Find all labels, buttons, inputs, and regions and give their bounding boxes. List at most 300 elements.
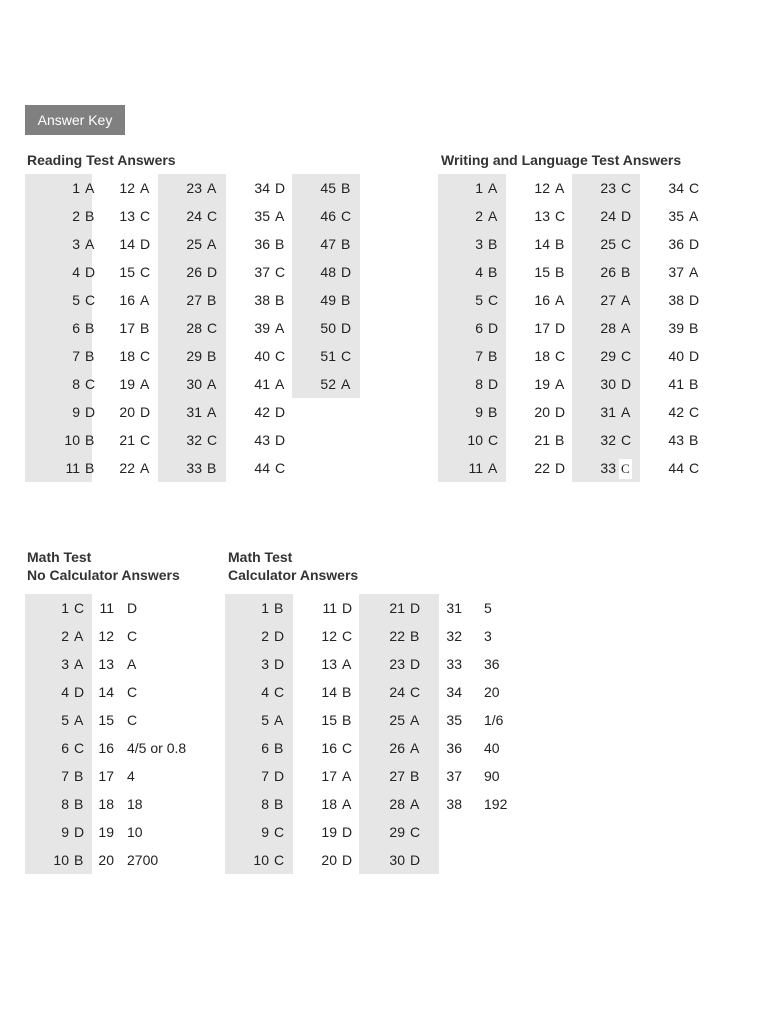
question-number: 31 — [186, 404, 202, 420]
answer-row — [439, 762, 529, 790]
answer-row — [225, 734, 293, 762]
answer-row — [359, 790, 439, 818]
answer-value: D — [342, 852, 353, 868]
answer-value: D — [410, 852, 421, 868]
answer-row — [226, 286, 292, 314]
answer-value: D — [689, 292, 700, 308]
answer-value: C — [85, 292, 96, 308]
math-no-calc-title-line2: No Calculator Answers — [27, 567, 180, 583]
answer-row — [572, 454, 640, 482]
answer-value: D — [689, 236, 700, 252]
math_calc-column-2 — [293, 594, 359, 874]
answer-value: B — [275, 236, 285, 252]
question-number: 1 — [475, 180, 483, 196]
answer-row — [359, 734, 439, 762]
answer-value: B — [689, 320, 699, 336]
question-number: 37 — [668, 264, 684, 280]
answer-value: A — [410, 740, 420, 756]
writing-column-1 — [438, 174, 506, 482]
math-calc-title — [228, 548, 358, 584]
question-number: 32 — [446, 628, 462, 644]
answer-row — [92, 286, 158, 314]
question-number: 19 — [98, 824, 114, 840]
answer-value: C — [74, 600, 85, 616]
answer-row — [438, 202, 506, 230]
question-number: 3 — [475, 236, 483, 252]
answer-value: 36 — [484, 656, 500, 672]
answer-row — [92, 762, 224, 790]
question-number: 1 — [261, 600, 269, 616]
question-number: 3 — [61, 656, 69, 672]
question-number: 19 — [534, 376, 550, 392]
answer-value: A — [207, 180, 217, 196]
answer-row — [25, 230, 95, 258]
question-number: 30 — [186, 376, 202, 392]
answer-row — [158, 258, 226, 286]
question-number: 24 — [600, 208, 616, 224]
question-number: 25 — [186, 236, 202, 252]
question-number: 23 — [389, 656, 405, 672]
answer-value: B — [85, 208, 95, 224]
answer-value: A — [341, 376, 351, 392]
math-calc-title-line2: Calculator Answers — [228, 567, 359, 583]
answer-row — [92, 678, 224, 706]
answer-value: C — [342, 740, 353, 756]
question-number: 34 — [668, 180, 684, 196]
question-number: 14 — [534, 236, 550, 252]
answer-row — [506, 454, 572, 482]
answer-row — [25, 790, 92, 818]
answer-row — [293, 678, 359, 706]
answer-row — [158, 370, 226, 398]
question-number: 8 — [61, 796, 69, 812]
answer-row — [572, 258, 640, 286]
answer-row — [438, 230, 506, 258]
question-number: 33 — [600, 460, 616, 476]
question-number: 7 — [72, 348, 80, 364]
answer-row — [293, 734, 359, 762]
question-number: 26 — [186, 264, 202, 280]
answer-row — [92, 594, 224, 622]
answer-value: 18 — [127, 796, 143, 812]
question-number: 24 — [186, 208, 202, 224]
question-number: 17 — [119, 320, 135, 336]
answer-value: C — [621, 348, 632, 364]
question-number: 4 — [61, 684, 69, 700]
answer-row — [292, 286, 360, 314]
answer-row — [25, 846, 92, 874]
question-number: 5 — [261, 712, 269, 728]
question-number: 17 — [534, 320, 550, 336]
answer-row — [225, 762, 293, 790]
question-number: 13 — [534, 208, 550, 224]
answer-row — [640, 174, 706, 202]
math-no-calc-title-line1: Math Test — [27, 549, 92, 565]
answer-row — [293, 846, 359, 874]
answer-row — [640, 342, 706, 370]
question-number: 15 — [321, 712, 337, 728]
reading-column-3 — [158, 174, 226, 482]
question-number: 2 — [61, 628, 69, 644]
question-number: 34 — [254, 180, 270, 196]
answer-row — [226, 202, 292, 230]
question-number: 12 — [119, 180, 135, 196]
question-number: 20 — [534, 404, 550, 420]
question-number: 7 — [61, 768, 69, 784]
answer-value: B — [207, 460, 217, 476]
answer-row — [92, 622, 224, 650]
answer-value: A — [127, 656, 137, 672]
answer-row — [226, 174, 292, 202]
answer-row — [572, 314, 640, 342]
question-number: 15 — [98, 712, 114, 728]
answer-value: B — [621, 264, 631, 280]
answer-row — [439, 678, 529, 706]
question-number: 43 — [254, 432, 270, 448]
answer-value: C — [207, 320, 218, 336]
answer-value: C — [127, 712, 138, 728]
answer-row — [158, 286, 226, 314]
answer-row — [293, 650, 359, 678]
answer-value: B — [410, 628, 420, 644]
answer-row — [506, 202, 572, 230]
question-number: 37 — [254, 264, 270, 280]
answer-row — [572, 202, 640, 230]
answer-row — [640, 258, 706, 286]
answer-value: 4/5 or 0.8 — [127, 740, 187, 756]
answer-row — [439, 650, 529, 678]
answer-value: B — [342, 712, 352, 728]
answer-row — [158, 314, 226, 342]
question-number: 9 — [72, 404, 80, 420]
answer-value: A — [342, 796, 352, 812]
answer-value: A — [621, 292, 631, 308]
answer-value: D — [74, 824, 85, 840]
question-number: 16 — [534, 292, 550, 308]
question-number: 21 — [389, 600, 405, 616]
question-number: 11 — [99, 600, 114, 616]
answer-value: D — [140, 404, 151, 420]
answer-value: D — [555, 460, 566, 476]
answer-value: C — [341, 208, 352, 224]
question-number: 22 — [119, 460, 135, 476]
answer-row — [506, 286, 572, 314]
answer-row — [25, 370, 96, 398]
answer-value: A — [74, 628, 84, 644]
answer-value: C — [207, 432, 218, 448]
question-number: 14 — [98, 684, 114, 700]
answer-value: D — [275, 432, 286, 448]
answer-row — [506, 426, 572, 454]
answer-value: B — [74, 768, 84, 784]
answer-value: D — [140, 236, 151, 252]
answer-row — [506, 398, 572, 426]
answer-value: A — [85, 236, 95, 252]
question-number: 23 — [186, 180, 202, 196]
question-number: 13 — [98, 656, 114, 672]
answer-value: B — [74, 852, 84, 868]
question-number: 38 — [668, 292, 684, 308]
answer-value: A — [74, 656, 84, 672]
answer-row — [92, 314, 158, 342]
question-number: 17 — [98, 768, 114, 784]
answer-row — [25, 202, 95, 230]
answer-value: D — [555, 320, 566, 336]
answer-value: B — [207, 348, 217, 364]
question-number: 20 — [119, 404, 135, 420]
question-number: 25 — [389, 712, 405, 728]
answer-value: C — [621, 180, 632, 196]
answer-value: D — [275, 180, 286, 196]
answer-value: C — [85, 376, 96, 392]
answer-value: A — [488, 460, 498, 476]
answer-value: C — [274, 852, 285, 868]
answer-row — [640, 202, 706, 230]
question-number: 31 — [600, 404, 616, 420]
answer-row — [225, 846, 293, 874]
answer-value: C — [74, 740, 85, 756]
answer-row — [92, 706, 224, 734]
answer-value: C — [410, 684, 421, 700]
question-number: 26 — [600, 264, 616, 280]
question-number: 8 — [261, 796, 269, 812]
writing-column-4 — [640, 174, 706, 482]
answer-row — [506, 370, 572, 398]
answer-value: C — [689, 404, 700, 420]
question-number: 22 — [389, 628, 405, 644]
answer-row — [292, 202, 360, 230]
answer-row — [25, 818, 92, 846]
question-number: 31 — [446, 600, 462, 616]
answer-row — [438, 398, 506, 426]
answer-value: B — [555, 236, 565, 252]
question-number: 6 — [72, 320, 80, 336]
answer-row — [92, 790, 224, 818]
reading-column-1 — [25, 174, 96, 482]
answer-row — [640, 286, 706, 314]
answer-row — [225, 594, 293, 622]
answer-row — [572, 342, 640, 370]
question-number: 22 — [534, 460, 550, 476]
question-number: 38 — [446, 796, 462, 812]
answer-row — [359, 846, 439, 874]
question-number: 5 — [61, 712, 69, 728]
answer-value: D — [488, 320, 499, 336]
answer-row — [92, 370, 158, 398]
answer-value: A — [555, 180, 565, 196]
answer-row — [572, 286, 640, 314]
question-number: 21 — [119, 432, 135, 448]
math_calc-column-4 — [439, 594, 529, 818]
question-number: 13 — [321, 656, 337, 672]
question-number: 14 — [119, 236, 135, 252]
question-number: 11 — [322, 600, 337, 616]
answer-value: B — [488, 236, 498, 252]
answer-value: A — [207, 236, 217, 252]
answer-row — [25, 762, 92, 790]
reading-column-5 — [292, 174, 360, 398]
question-number: 11 — [468, 460, 483, 476]
answer-row — [439, 594, 529, 622]
question-number: 42 — [668, 404, 684, 420]
question-number: 16 — [98, 740, 114, 756]
answer-row — [640, 398, 706, 426]
math_no_calc-column-2 — [92, 594, 224, 874]
question-number: 10 — [53, 852, 69, 868]
question-number: 15 — [534, 264, 550, 280]
question-number: 11 — [65, 460, 80, 476]
answer-row — [158, 174, 226, 202]
question-number: 29 — [600, 348, 616, 364]
answer-value: D — [275, 404, 286, 420]
answer-value: A — [207, 376, 217, 392]
question-number: 29 — [186, 348, 202, 364]
writing-column-3 — [572, 174, 640, 482]
question-number: 44 — [254, 460, 270, 476]
question-number: 2 — [72, 208, 80, 224]
answer-value: 90 — [484, 768, 500, 784]
answer-value: C — [127, 684, 138, 700]
answer-row — [226, 230, 292, 258]
question-number: 33 — [446, 656, 462, 672]
question-number: 10 — [467, 432, 483, 448]
answer-row — [225, 818, 293, 846]
question-number: 50 — [320, 320, 336, 336]
question-number: 13 — [119, 208, 135, 224]
question-number: 12 — [534, 180, 550, 196]
answer-value: C — [127, 628, 138, 644]
answer-value: A — [488, 208, 498, 224]
question-number: 39 — [668, 320, 684, 336]
answer-value: B — [342, 684, 352, 700]
answer-row — [25, 286, 96, 314]
answer-row — [506, 174, 572, 202]
reading-column-2 — [92, 174, 158, 482]
math_no_calc-column-1 — [25, 594, 92, 874]
reading-column-4 — [226, 174, 292, 482]
answer-value: A — [275, 376, 285, 392]
answer-row — [92, 398, 158, 426]
question-number: 10 — [64, 432, 80, 448]
answer-value: B — [488, 404, 498, 420]
question-number: 45 — [320, 180, 336, 196]
question-number: 8 — [72, 376, 80, 392]
answer-row — [640, 230, 706, 258]
answer-value: B — [555, 264, 565, 280]
math_calc-column-3 — [359, 594, 439, 874]
answer-value: A — [85, 180, 95, 196]
answer-row — [225, 650, 293, 678]
answer-row — [25, 594, 92, 622]
question-number: 44 — [668, 460, 684, 476]
answer-value: C — [140, 348, 151, 364]
answer-value: C — [274, 684, 285, 700]
answer-row — [25, 342, 95, 370]
answer-value: A — [555, 292, 565, 308]
question-number: 19 — [321, 824, 337, 840]
answer-row — [506, 258, 572, 286]
answer-row — [25, 454, 95, 482]
answer-value: D — [689, 348, 700, 364]
answer-value: 5 — [484, 600, 492, 616]
answer-row — [439, 622, 529, 650]
question-number: 4 — [72, 264, 80, 280]
answer-row — [25, 734, 92, 762]
answer-row — [438, 258, 506, 286]
answer-row — [225, 678, 293, 706]
answer-row — [158, 202, 226, 230]
answer-value: B — [410, 768, 420, 784]
question-number: 9 — [61, 824, 69, 840]
answer-value: C — [621, 236, 632, 252]
question-number: 35 — [254, 208, 270, 224]
answer-row — [92, 202, 158, 230]
answer-value: B — [85, 460, 95, 476]
question-number: 27 — [186, 292, 202, 308]
answer-row — [92, 454, 158, 482]
question-number: 28 — [186, 320, 202, 336]
answer-value: D — [342, 824, 353, 840]
answer-row — [572, 370, 640, 398]
question-number: 6 — [61, 740, 69, 756]
question-number: 4 — [475, 264, 483, 280]
math-calc-title-line1: Math Test — [228, 549, 293, 565]
question-number: 1 — [61, 600, 69, 616]
answer-value: 1/6 — [484, 712, 504, 728]
question-number: 40 — [668, 348, 684, 364]
answer-row — [438, 174, 506, 202]
question-number: 7 — [475, 348, 483, 364]
answer-row — [292, 174, 360, 202]
question-number: 2 — [475, 208, 483, 224]
answer-value: 192 — [484, 796, 508, 812]
answer-row — [25, 650, 92, 678]
answer-value: B — [341, 236, 351, 252]
answer-value: B — [274, 740, 284, 756]
answer-value: A — [140, 460, 150, 476]
question-number: 12 — [321, 628, 337, 644]
answer-value: A — [689, 208, 699, 224]
answer-value: B — [140, 320, 150, 336]
answer-row — [225, 706, 293, 734]
answer-value: B — [341, 292, 351, 308]
question-number: 34 — [446, 684, 462, 700]
answer-row — [359, 762, 439, 790]
answer-value: A — [555, 376, 565, 392]
answer-row — [25, 174, 95, 202]
answer-row — [25, 706, 92, 734]
answer-row — [226, 426, 292, 454]
question-number: 10 — [253, 852, 269, 868]
question-number: 5 — [72, 292, 80, 308]
answer-value: C — [488, 432, 499, 448]
answer-value: D — [621, 208, 632, 224]
answer-row — [25, 258, 96, 286]
question-number: 33 — [186, 460, 202, 476]
answer-row — [92, 734, 224, 762]
answer-value: D — [274, 656, 285, 672]
answer-value: D — [274, 768, 285, 784]
answer-value: C — [140, 432, 151, 448]
question-number: 30 — [389, 852, 405, 868]
answer-row — [572, 398, 640, 426]
answer-value: D — [85, 404, 96, 420]
answer-row — [293, 706, 359, 734]
question-number: 12 — [98, 628, 114, 644]
question-number: 20 — [98, 852, 114, 868]
answer-row — [359, 650, 439, 678]
answer-value: C — [619, 459, 632, 479]
